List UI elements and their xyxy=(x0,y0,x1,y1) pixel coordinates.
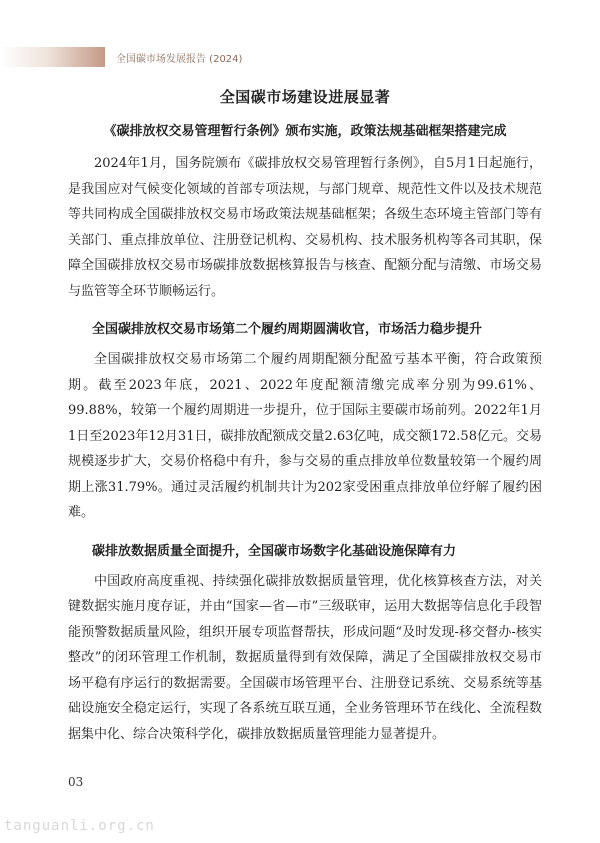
section-2-paragraph: 全国碳排放权交易市场第二个履约周期配额分配盈亏基本平衡，符合政策预期。截至2023年底，2021、2022年度配额清缴完成率分别为99.61%、99.88%，较第一个履约周期进一步提升，位于国际主要碳市场前列。2022年1月1日至2023年12月31日，碳排放配额成交量2.63亿吨，成交额172.58亿元。交易规模逐步扩大，交易价格稳中有升，参与交易的重点排放单位数量较第一个履约周期上涨31.79%。通过灵活履约机制共计为202家受困重点排放单位纾解了履约困难。 xyxy=(68,352,542,520)
section-1-title: 《碳排放权交易管理暂行条例》颁布实施，政策法规基础框架搭建完成 xyxy=(103,124,507,139)
watermark: tanguanli.org.cn xyxy=(4,818,155,834)
section-3-title: 碳排放数据质量全面提升，全国碳市场数字化基础设施保障有力 xyxy=(92,543,457,559)
header-title: 全国碳市场发展报告 (2024) xyxy=(116,54,243,65)
section-3-paragraph: 中国政府高度重视、持续强化碳排放数据质量管理，优化核算核查方法，对关键数据实施月度存证，并由“国家—省—市”三级联审，运用大数据等信息化手段智能预警数据质量风险，组织开展专项监督帮扶，形成问题“及时发现-移交督办-核实整改”的闭环管理工作机制，数据质量得到有效保障，满足了全国碳排放权交易市场平稳有序运行的数据需要。全国碳市场管理平台、注册登记系统、交易系统等基础设施安全稳定运行，实现了各系统互联互通，全业务管理环节在线化、全流程数据集中化、综合决策科学化，碳排放数据质量管理能力显著提升。 xyxy=(68,573,542,742)
section-1-paragraph: 2024年1月，国务院颁布《碳排放权交易管理暂行条例》，自5月1日起施行，是我国应对气候变化领域的首部专项法规，与部门规章、规范性文件以及技术规范等共同构成全国碳排放权交易市场政策法规基础框架；各级生态环境主管部门等有关部门、重点排放单位、注册登记机构、交易机构、技术服务机构等各司其职，保障全国碳排放权交易市场碳排放数据核算报告与核查、配额分配与清缴、市场交易与监管等全环节顺畅运行。 xyxy=(68,156,542,299)
header-decoration-bar xyxy=(0,47,105,67)
running-header xyxy=(0,47,600,67)
section-2-title: 全国碳排放权交易市场第二个履约周期圆满收官，市场活力稳步提升 xyxy=(92,322,483,337)
page-number: 03 xyxy=(68,775,84,789)
main-title: 全国碳市场建设进展显著 xyxy=(219,88,391,106)
page-content xyxy=(68,86,542,747)
